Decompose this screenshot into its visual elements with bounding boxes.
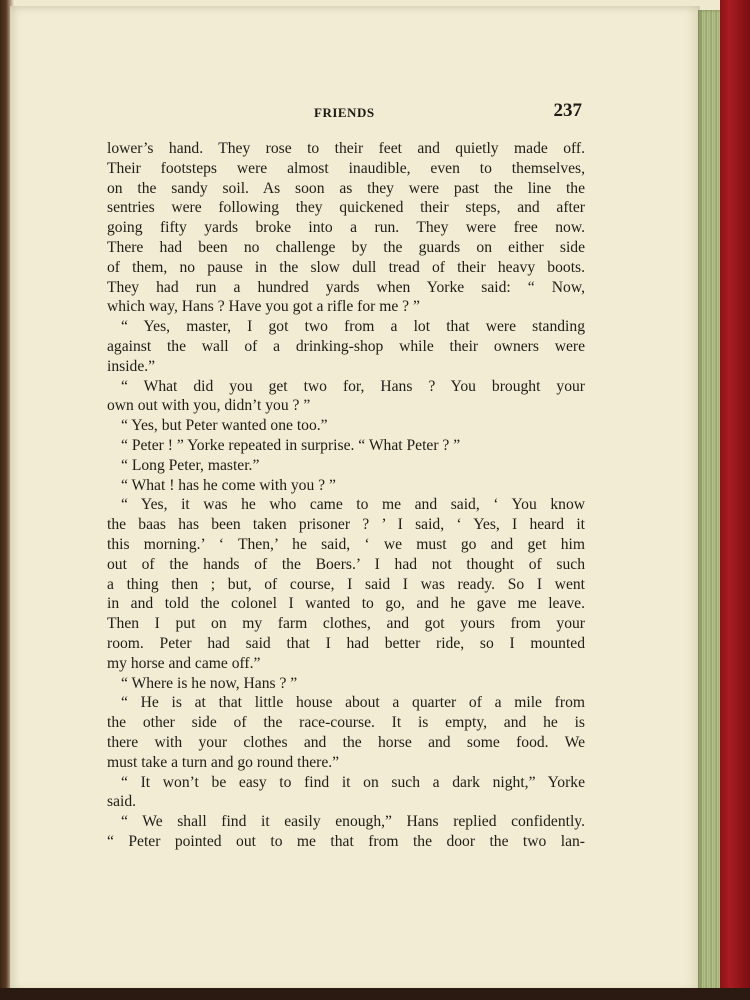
text-line: room. Peter had said that I had better ride, so I mounted — [107, 634, 585, 652]
text-line: “ Where is he now, Hans ? ” — [121, 674, 298, 692]
text-line: They had run a hundred yards when Yorke said: “ Now, — [107, 278, 585, 296]
text-line: said. — [107, 793, 137, 811]
text-line: inside.” — [107, 357, 156, 375]
text-line: “ Long Peter, master.” — [121, 456, 260, 474]
text-line: own out with you, didn’t you ? ” — [107, 397, 311, 415]
text-line: which way, Hans ? Have you got a rifle for me ? ” — [107, 298, 420, 316]
text-line: out of the hands of the Boers.’ I had not thought of such — [107, 555, 585, 573]
text-line: against the wall of a drinking-shop while their owners were — [107, 337, 585, 355]
page-edges — [698, 10, 722, 990]
text-line: “ Peter pointed out to me that from the door the two lan- — [107, 832, 585, 850]
page-header — [104, 100, 586, 126]
text-line: “ What did you get two for, Hans ? You brought your — [121, 377, 585, 395]
text-line: There had been no challenge by the guards on either side — [107, 238, 585, 256]
text-line: Then I put on my farm clothes, and got yours from your — [107, 615, 585, 633]
text-line: “ What ! has he come with you ? ” — [121, 476, 336, 494]
text-line: “ Yes, master, I got two from a lot that were standing — [121, 318, 585, 336]
text-line: of them, no pause in the slow dull tread of their heavy boots. — [107, 258, 585, 276]
text-line: on the sandy soil. As soon as they were past the line the — [107, 179, 585, 197]
text-line: the baas has been taken prisoner ? ’ I said, ‘ Yes, I heard it — [107, 516, 585, 534]
text-line: the other side of the race-course. It is empty, and he is — [107, 714, 585, 732]
text-line: “ It won’t be easy to find it on such a dark night,” Yorke — [121, 773, 585, 791]
running-title: FRIENDS — [314, 105, 375, 120]
text-line: lower’s hand. They rose to their feet and quietly made off. — [107, 140, 585, 157]
text-line: there with your clothes and the horse and some food. We — [107, 733, 585, 751]
text-line: “ We shall find it easily enough,” Hans replied confidently. — [121, 813, 585, 831]
text-line: sentries were following they quickened their steps, and after — [107, 199, 585, 217]
text-line: a thing then ; but, of course, I said I was ready. So I went — [107, 575, 585, 593]
text-line: Their footsteps were almost inaudible, even to themselves, — [107, 159, 585, 177]
text-line: must take a turn and go round there.” — [107, 753, 340, 771]
text-line: “ Yes, but Peter wanted one too.” — [121, 417, 328, 435]
text-line: this morning.’ ‘ Then,’ he said, ‘ we must go and get him — [107, 535, 585, 553]
text-line: my horse and came off.” — [107, 654, 261, 672]
book-cover-edge — [720, 0, 750, 1000]
scan-bottom-border — [0, 988, 750, 1000]
text-line: “ Peter ! ” Yorke repeated in surprise. “ What Peter ? ” — [121, 436, 461, 454]
text-line: “ Yes, it was he who came to me and said, ‘ You know — [121, 496, 585, 514]
text-line: “ He is at that little house about a quarter of a mile from — [121, 694, 585, 712]
body-text — [107, 139, 585, 852]
page-number: 237 — [553, 100, 582, 121]
text-line: going fifty yards broke into a run. They were free now. — [107, 219, 585, 237]
text-line: in and told the colonel I wanted to go, and he gave me leave. — [107, 595, 585, 613]
